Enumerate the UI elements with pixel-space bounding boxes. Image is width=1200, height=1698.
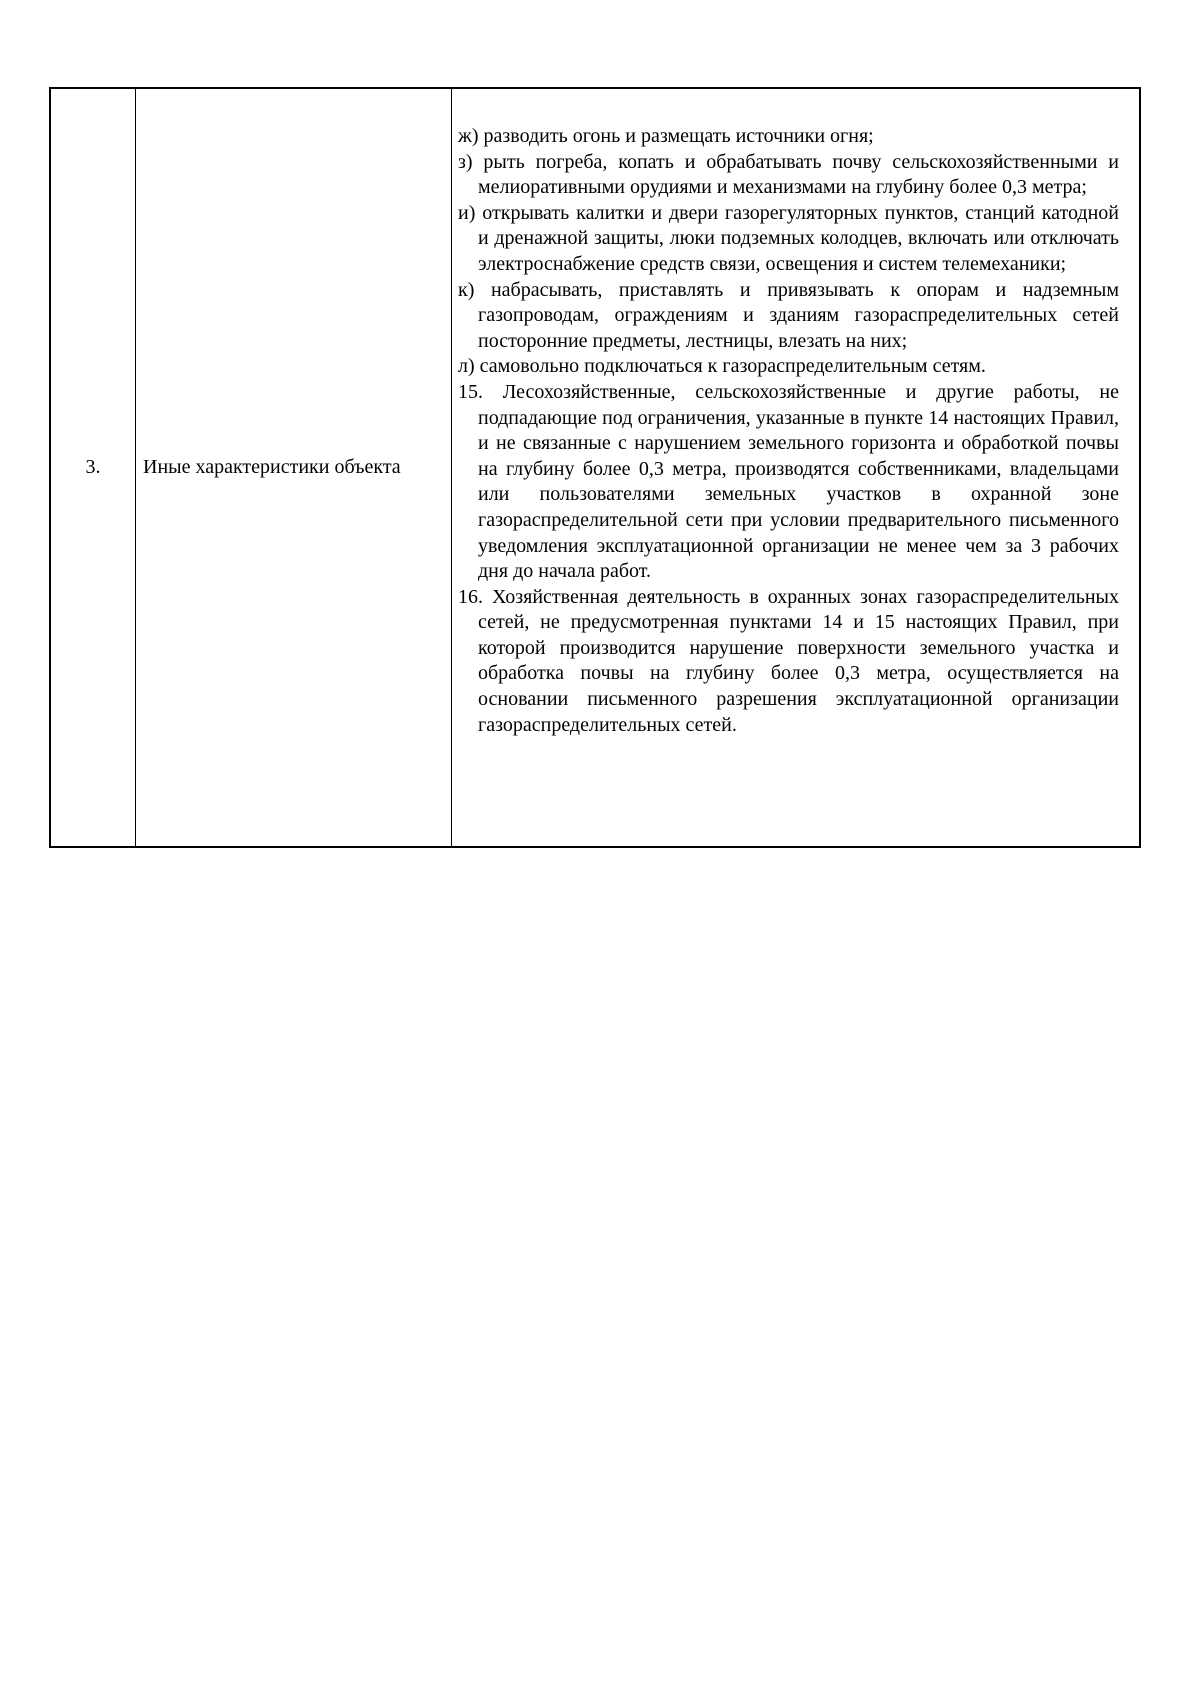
row-number: 3. [85, 456, 101, 478]
row-number-cell [51, 89, 135, 846]
paragraph-zh: ж) разводить огонь и размещать источники огня; [458, 125, 874, 147]
row-title: Иные характеристики объекта [143, 456, 401, 478]
paragraph-l: л) самовольно подключаться к газораспределительным сетям. [458, 355, 986, 378]
paragraph-15: 15. Лесохозяйственные, сельскохозяйственные и другие работы, не подпадающие под ограничения, указанные в пункте 14 настоящих Правил, и не связанные с нарушением земельного горизонта и обработкой почвы на глубину более 0,3 метра, производятся собственниками, владельцами или пользователями земельных участков в охранной зоне газораспределительной сети при условии предварительного письменного уведомления эксплуатационной организации не менее чем за 3 рабочих дня до начала работ. [458, 380, 1119, 583]
paragraph-i: и) открывать калитки и двери газорегуляторных пунктов, станций катодной и дренажной защиты, люки подземных колодцев, включать или отключать электроснабжение средств связи, освещения и систем телемеханики; [458, 201, 1119, 275]
paragraph-16: 16. Хозяйственная деятельность в охранных зонах газораспределительных сетей, не предусмотренная пунктами 14 и 15 настоящих Правил, при которой производится нарушение поверхности земельного участка и обработка почвы на глубину более 0,3 метра, осуществляется на основании письменного разрешения эксплуатационной организации газораспределительных сетей. [458, 585, 1119, 736]
paragraph-z: з) рыть погреба, копать и обрабатывать почву сельскохозяйственными и мелиоративными орудиями и механизмами на глубину более 0,3 метра; [458, 150, 1119, 199]
row-title-cell [136, 89, 451, 846]
characteristics-table [49, 87, 1141, 848]
row-content-cell [452, 89, 1139, 846]
paragraph-k: к) набрасывать, приставлять и привязывать к опорам и надземным газопроводам, ограждениям и зданиям газораспределительных сетей посторонние предметы, лестницы, влезать на них; [458, 278, 1119, 352]
